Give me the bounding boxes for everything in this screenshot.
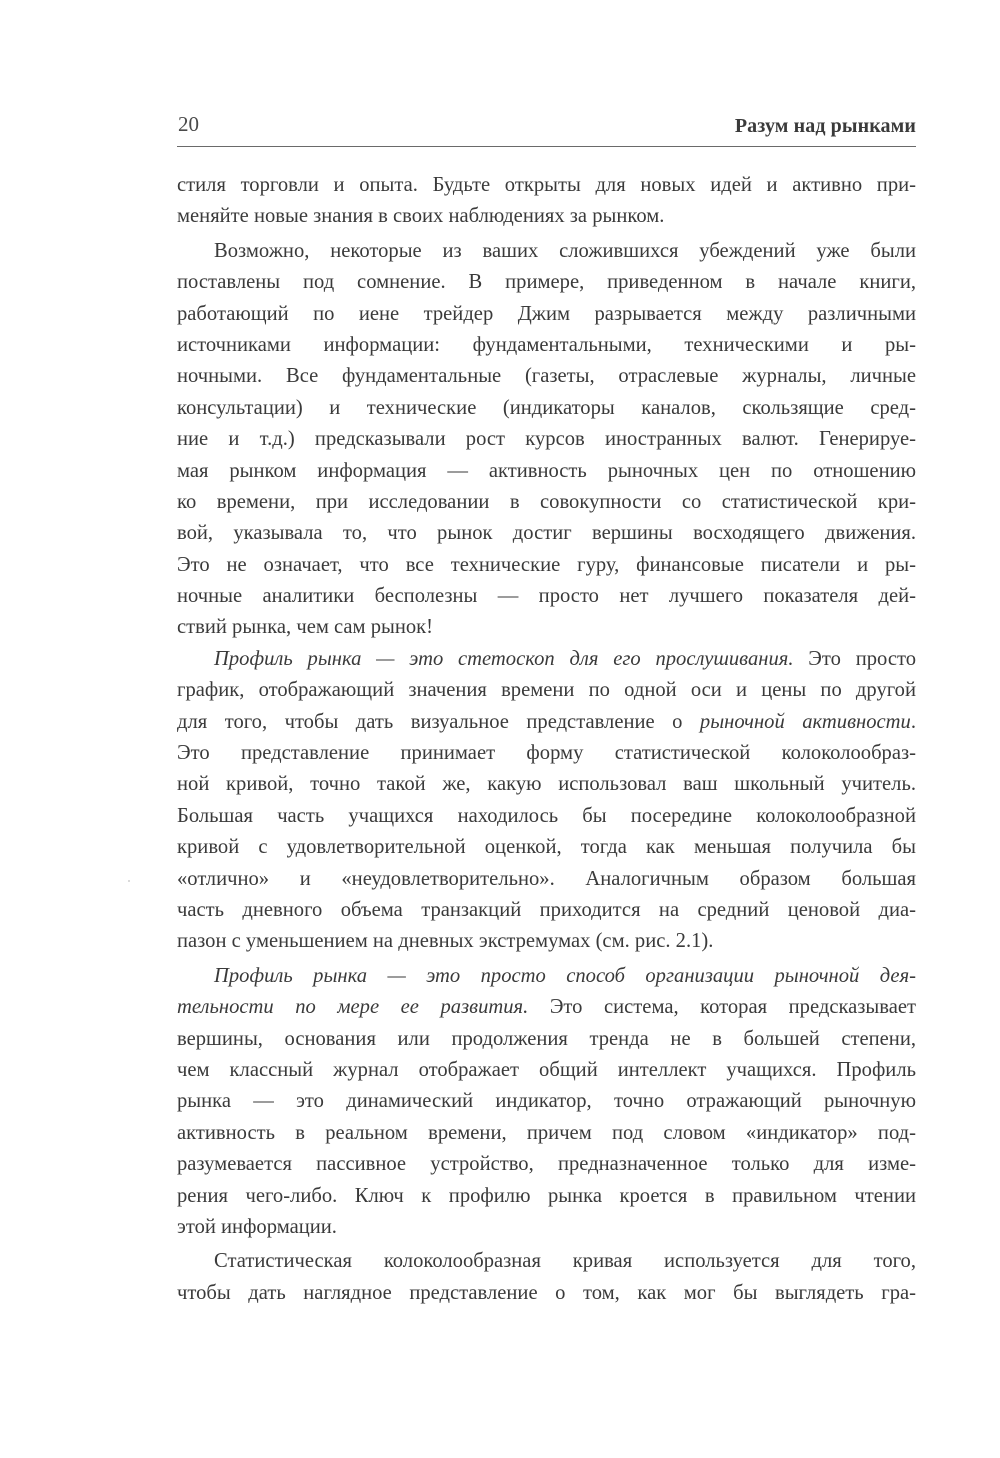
italic-phrase: рыночной активности	[699, 710, 911, 733]
text-fragment: для того, чтобы дать визуальное представление о	[177, 710, 700, 733]
text-line: источниками информации: фундаментальными, техническими и ры-	[177, 333, 916, 356]
text-line: рения чего-либо. Ключ к профилю рынка кроется в правильном чтении	[177, 1184, 916, 1207]
text-line: вой, указывала то, что рынок достиг вершины восходящего движения.	[177, 522, 916, 545]
text-line: разумевается пассивное устройство, предназначенное только для изме-	[177, 1153, 916, 1176]
running-title: Разум над рынками	[734, 115, 916, 137]
text-line: рынка — это динамический индикатор, точно отражающий рыночную	[177, 1090, 916, 1113]
text-line: ной кривой, точно такой же, какую использовал ваш школьный учитель.	[177, 773, 916, 796]
text-line: Возможно, некоторые из ваших сложившихся убеждений уже были	[214, 239, 916, 262]
text-line: ние и т.д.) предсказывали рост курсов иностранных валют. Генерируе-	[177, 428, 916, 451]
text-line: Это представление принимает форму статистической колоколообраз-	[177, 742, 916, 765]
text-line: активность в реальном времени, причем под словом «индикатор» под-	[177, 1121, 916, 1144]
text-fragment: Это просто	[793, 647, 916, 670]
text-line: ствий рынка, чем сам рынок!	[177, 616, 434, 639]
text-line: этой информации.	[177, 1215, 337, 1238]
text-line: мая рынком информация — активность рыночных цен по отношению	[177, 459, 916, 482]
text-line	[177, 961, 916, 992]
text-line	[177, 707, 916, 738]
text-line: чем классный журнал отображает общий интеллект учащихся. Профиль	[177, 1058, 916, 1081]
body-text	[177, 170, 916, 1309]
text-line: меняйте новые знания в своих наблюдениях за рынком.	[177, 205, 665, 228]
text-line: часть дневного объема транзакций приходится на средний ценовой диа-	[177, 898, 916, 921]
text-line: кривой с удовлетворительной оценкой, тогда как меньшая получила бы	[177, 836, 916, 859]
text-line: поставлены под сомнение. В примере, приведенном в начале книги,	[177, 271, 916, 294]
text-line: ночные аналитики бесполезны — просто нет лучшего показателя дей-	[177, 585, 916, 608]
page-number: 20	[178, 112, 199, 136]
text-line: пазон с уменьшением на дневных экстремумах (см. рис. 2.1).	[177, 930, 714, 953]
italic-phrase: Профиль рынка — это стетоскоп для его прослушивания.	[214, 647, 794, 670]
text-fragment: .	[910, 710, 916, 733]
text-line: Большая часть учащихся находилось бы посередине колоколообразной	[177, 804, 916, 827]
text-line: график, отображающий значения времени по одной оси и цены по другой	[177, 679, 916, 702]
text-fragment: Это система, которая предсказывает	[528, 996, 916, 1019]
text-line: Статистическая колоколообразная кривая используется для того,	[214, 1250, 916, 1273]
paper-speck	[128, 880, 130, 882]
text-line: ко времени, при исследовании в совокупности со статистической кри-	[177, 490, 916, 513]
text-line: Это не означает, что все технические гуру, финансовые писатели и ры-	[177, 553, 916, 576]
text-line: «отлично» и «неудовлетворительно». Аналогичным образом большая	[177, 867, 916, 890]
italic-phrase: тельности по мере ее развития.	[177, 996, 529, 1019]
page-header	[177, 112, 916, 147]
text-line: стиля торговли и опыта. Будьте открыты для новых идей и активно при-	[177, 174, 916, 196]
text-line: консультации) и технические (индикаторы каналов, скользящие сред-	[177, 396, 916, 419]
italic-phrase: Профиль рынка — это просто способ организации рыночной дея-	[214, 964, 916, 987]
text-line: чтобы дать наглядное представление о том, как мог бы выглядеть гра-	[177, 1281, 916, 1304]
text-line	[177, 992, 916, 1023]
text-line: вершины, основания или продолжения тренда не в большей степени,	[177, 1027, 916, 1050]
text-line: работающий по иене трейдер Джим разрывается между различными	[177, 302, 916, 325]
text-line	[177, 644, 916, 675]
text-line: ночными. Все фундаментальные (газеты, отраслевые журналы, личные	[177, 365, 916, 388]
